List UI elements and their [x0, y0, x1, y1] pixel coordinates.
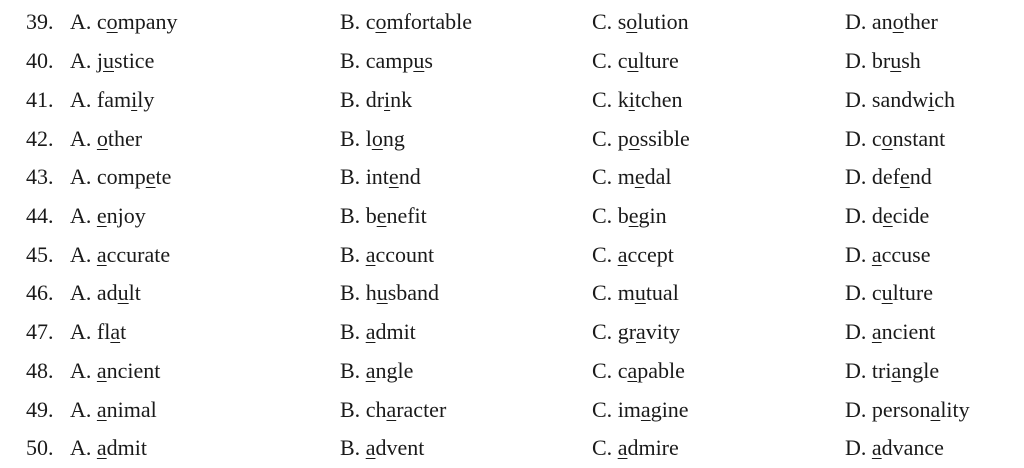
- underlined-letter: e: [96, 203, 107, 228]
- underlined-letter: u: [117, 280, 129, 305]
- option-a: A. animal: [70, 397, 157, 422]
- underlined-letter: u: [376, 280, 388, 305]
- underlined-letter: u: [881, 280, 893, 305]
- underlined-letter: o: [881, 126, 893, 151]
- question-row-45: [0, 236, 1024, 274]
- option-b: B. advent: [340, 435, 425, 460]
- option-c: C. capable: [592, 358, 685, 383]
- option-d: D. brush: [845, 48, 921, 73]
- question-number: 46.: [26, 280, 54, 305]
- option-c: C. solution: [592, 9, 689, 34]
- underlined-letter: e: [899, 164, 910, 189]
- underlined-letter: o: [628, 126, 640, 151]
- option-d: D. sandwich: [845, 87, 955, 112]
- option-c: C. begin: [592, 203, 667, 228]
- option-c: C. gravity: [592, 319, 681, 344]
- option-a: A. ancient: [70, 358, 161, 383]
- option-c: C. possible: [592, 126, 690, 151]
- underlined-letter: o: [375, 9, 387, 34]
- question-number: 44.: [26, 203, 54, 228]
- underlined-letter: o: [106, 9, 118, 34]
- option-b: B. account: [340, 242, 435, 267]
- option-d: D. constant: [845, 126, 946, 151]
- underlined-letter: u: [627, 48, 639, 73]
- question-number: 42.: [26, 126, 54, 151]
- underlined-letter: a: [96, 242, 107, 267]
- option-c: C. imagine: [592, 397, 689, 422]
- option-c: C. admire: [592, 435, 679, 460]
- question-row-50: [0, 429, 1024, 467]
- option-c: C. accept: [592, 242, 674, 267]
- question-row-42: [0, 120, 1024, 158]
- option-d: D. culture: [845, 280, 933, 305]
- underlined-letter: a: [617, 242, 628, 267]
- option-a: A. adult: [70, 280, 141, 305]
- option-c: C. mutual: [592, 280, 679, 305]
- option-b: B. comfortable: [340, 9, 472, 34]
- underlined-letter: e: [634, 164, 645, 189]
- underlined-letter: a: [386, 397, 397, 422]
- underlined-letter: a: [930, 397, 941, 422]
- underlined-letter: a: [640, 397, 651, 422]
- option-a: A. compete: [70, 164, 172, 189]
- underlined-letter: u: [890, 48, 902, 73]
- underlined-letter: i: [928, 87, 935, 112]
- underlined-letter: o: [626, 9, 638, 34]
- underlined-letter: a: [365, 358, 376, 383]
- underlined-letter: e: [882, 203, 893, 228]
- question-number: 43.: [26, 164, 54, 189]
- question-number: 47.: [26, 319, 54, 344]
- underlined-letter: a: [365, 435, 376, 460]
- underlined-letter: a: [365, 319, 376, 344]
- question-row-40: [0, 42, 1024, 80]
- question-row-39: [0, 3, 1024, 41]
- option-b: B. admit: [340, 319, 416, 344]
- underlined-letter: a: [96, 397, 107, 422]
- option-c: C. culture: [592, 48, 679, 73]
- underlined-letter: o: [892, 9, 904, 34]
- underlined-letter: a: [871, 319, 882, 344]
- underlined-letter: e: [145, 164, 156, 189]
- underlined-letter: a: [871, 242, 882, 267]
- underlined-letter: u: [103, 48, 115, 73]
- underlined-letter: a: [871, 435, 882, 460]
- option-b: B. angle: [340, 358, 414, 383]
- option-d: D. triangle: [845, 358, 940, 383]
- question-row-49: [0, 391, 1024, 429]
- question-row-47: [0, 313, 1024, 351]
- option-d: D. decide: [845, 203, 930, 228]
- underlined-letter: a: [627, 358, 638, 383]
- option-d: D. ancient: [845, 319, 936, 344]
- underlined-letter: u: [634, 280, 646, 305]
- underlined-letter: a: [617, 435, 628, 460]
- option-a: A. admit: [70, 435, 147, 460]
- underlined-letter: e: [376, 203, 387, 228]
- option-c: C. medal: [592, 164, 672, 189]
- underlined-letter: u: [413, 48, 425, 73]
- question-number: 41.: [26, 87, 54, 112]
- underlined-letter: e: [628, 203, 639, 228]
- option-b: B. character: [340, 397, 447, 422]
- option-d: D. another: [845, 9, 938, 34]
- option-c: C. kitchen: [592, 87, 683, 112]
- underlined-letter: a: [96, 358, 107, 383]
- underlined-letter: i: [131, 87, 138, 112]
- underlined-letter: a: [96, 435, 107, 460]
- question-number: 40.: [26, 48, 54, 73]
- option-b: B. campus: [340, 48, 433, 73]
- option-d: D. accuse: [845, 242, 931, 267]
- option-b: B. long: [340, 126, 405, 151]
- underlined-letter: a: [110, 319, 121, 344]
- option-a: A. accurate: [70, 242, 171, 267]
- question-row-41: [0, 81, 1024, 119]
- question-number: 49.: [26, 397, 54, 422]
- underlined-letter: e: [388, 164, 399, 189]
- underlined-letter: i: [384, 87, 391, 112]
- question-number: 39.: [26, 9, 54, 34]
- option-a: A. justice: [70, 48, 155, 73]
- question-number: 45.: [26, 242, 54, 267]
- question-number: 48.: [26, 358, 54, 383]
- option-a: A. flat: [70, 319, 127, 344]
- option-b: B. benefit: [340, 203, 427, 228]
- option-d: D. advance: [845, 435, 944, 460]
- question-row-44: [0, 197, 1024, 235]
- underlined-letter: a: [891, 358, 902, 383]
- underlined-letter: a: [365, 242, 376, 267]
- underlined-letter: o: [371, 126, 383, 151]
- question-row-48: [0, 352, 1024, 390]
- option-a: A. family: [70, 87, 155, 112]
- option-a: A. enjoy: [70, 203, 146, 228]
- option-a: A. company: [70, 9, 178, 34]
- underlined-letter: o: [96, 126, 108, 151]
- underlined-letter: i: [628, 87, 635, 112]
- option-b: B. intend: [340, 164, 421, 189]
- question-row-46: [0, 274, 1024, 312]
- option-d: D. defend: [845, 164, 932, 189]
- option-b: B. drink: [340, 87, 413, 112]
- underlined-letter: a: [636, 319, 646, 344]
- option-b: B. husband: [340, 280, 440, 305]
- question-number: 50.: [26, 435, 54, 460]
- question-row-43: [0, 158, 1024, 196]
- option-d: D. personality: [845, 397, 970, 422]
- option-a: A. other: [70, 126, 143, 151]
